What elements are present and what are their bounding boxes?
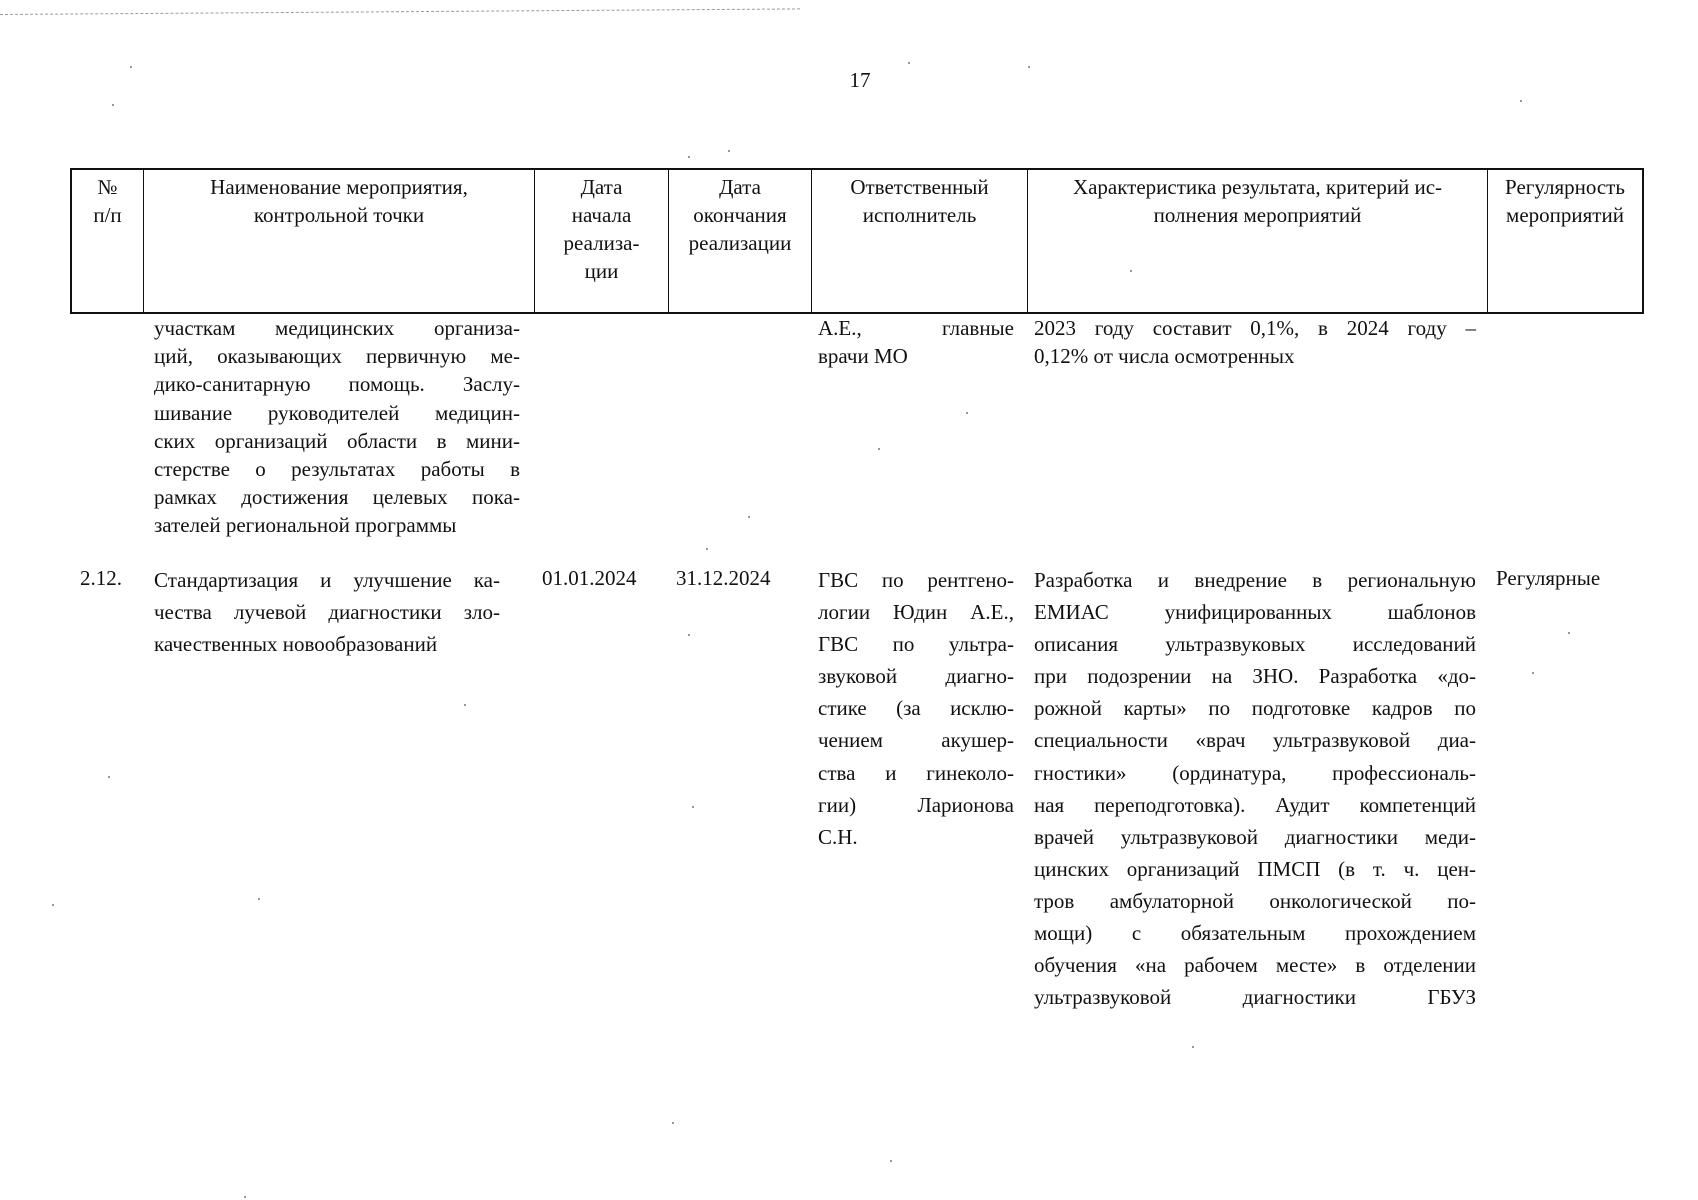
header-regularity: Регулярность мероприятий	[1505, 175, 1625, 227]
header-activity-name: Наименование мероприятия, контрольной точки	[144, 170, 535, 312]
scan-speck	[748, 516, 750, 518]
row-number: 2.12.	[80, 566, 122, 590]
scan-speck	[890, 1160, 892, 1162]
continuation-responsible	[818, 314, 1014, 370]
text-line: чества лучевой диагностики зло-	[154, 600, 500, 624]
scan-speck	[1028, 66, 1030, 68]
text-line: дико-санитарную помощь. Заслу-	[154, 372, 520, 397]
text-line: ства и гинеколо-	[818, 760, 1014, 785]
text-line: ГВС по рентгено-	[818, 568, 1014, 592]
scan-speck	[1192, 1046, 1194, 1048]
scan-speck	[1520, 100, 1522, 102]
continuation-result	[1034, 314, 1476, 370]
text-line: 0,12% от числа осмотренных	[1034, 344, 1295, 369]
scan-speck	[966, 412, 968, 414]
scan-speck	[1532, 672, 1534, 674]
text-line: 2023 году составит 0,1%, в 2024 году –	[1034, 316, 1476, 340]
text-line: стике (за исклю-	[818, 696, 1014, 721]
text-line: описания ультразвуковых исследований	[1034, 632, 1476, 657]
row-result	[1034, 564, 1476, 1013]
text-line: врачей ультразвуковой диагностики меди-	[1034, 824, 1476, 849]
text-line: участкам медицинских организа-	[154, 316, 520, 340]
page-number: 17	[849, 68, 871, 92]
text-line: звуковой диагно-	[818, 664, 1014, 689]
text-line: ских организаций области в мини-	[154, 428, 520, 453]
text-line: ГВС по ультра-	[818, 632, 1014, 657]
scan-speck	[706, 548, 708, 550]
text-line: логии Юдин А.Е.,	[818, 600, 1014, 625]
text-line: ЕМИАС унифицированных шаблонов	[1034, 600, 1476, 625]
text-line: цинских организаций ПМСП (в т. ч. цен-	[1034, 856, 1476, 881]
text-line: стерстве о результатах работы в	[154, 457, 520, 482]
text-line: гии) Ларионова	[818, 792, 1014, 817]
scan-speck	[692, 806, 694, 808]
scan-speck	[728, 150, 730, 152]
text-line: при подозрении на ЗНО. Разработка «до-	[1034, 664, 1476, 689]
text-line: ций, оказывающих первичную ме-	[154, 344, 520, 369]
scan-speck	[244, 1196, 246, 1198]
continuation-activity-name	[154, 314, 520, 540]
scan-speck	[108, 776, 110, 778]
text-line: тров амбулаторной онкологической по-	[1034, 888, 1476, 913]
scan-speck	[112, 104, 114, 106]
row-start-date: 01.01.2024	[542, 566, 637, 590]
text-line: Стандартизация и улучшение ка-	[154, 568, 500, 592]
scan-speck	[52, 904, 54, 906]
text-line: обучения «на рабочем месте» в отделении	[1034, 953, 1476, 978]
header-start-date: Дата начала реализа- ции	[535, 170, 669, 312]
scan-speck	[672, 1122, 674, 1124]
text-line: А.Е., главные	[818, 316, 1014, 340]
header-number: № п/п	[72, 170, 144, 312]
header-responsible: Ответственный исполнитель	[812, 170, 1028, 312]
scan-speck	[1568, 632, 1570, 634]
scan-speck	[688, 634, 690, 636]
text-line: мощи) с обязательным прохождением	[1034, 921, 1476, 946]
header-result: Характеристика результата, критерий ис- полнения мероприятий	[1028, 170, 1488, 312]
row-regularity: Регулярные	[1496, 566, 1601, 590]
text-line: С.Н.	[818, 824, 858, 849]
text-line: шивание руководителей медицин-	[154, 400, 520, 425]
scan-edge-line	[0, 8, 800, 15]
text-line: Разработка и внедрение в региональную	[1034, 568, 1476, 592]
text-line: чением акушер-	[818, 728, 1014, 753]
scan-speck	[688, 156, 690, 158]
text-line: ная переподготовка). Аудит компетенций	[1034, 792, 1476, 817]
scan-speck	[258, 898, 260, 900]
row-end-date: 31.12.2024	[676, 566, 771, 590]
text-line: зателей региональной программы	[154, 513, 457, 538]
text-line: врачи МО	[818, 344, 908, 369]
text-line: ультразвуковой диагностики ГБУЗ	[1034, 985, 1476, 1010]
row-activity-name	[154, 564, 500, 660]
scan-speck	[130, 66, 132, 68]
text-line: специальности «врач ультразвуковой диа-	[1034, 728, 1476, 753]
text-line: качественных новообразований	[154, 632, 438, 656]
table-header	[70, 168, 1644, 314]
scan-speck	[908, 62, 910, 64]
header-end-date: Дата окончания реализации	[669, 170, 812, 312]
row-responsible	[818, 564, 1014, 853]
text-line: рожной карты» по подготовке кадров по	[1034, 696, 1476, 721]
scan-speck	[878, 448, 880, 450]
text-line: рамках достижения целевых пока-	[154, 485, 520, 510]
text-line: гностики» (ординатура, профессиональ-	[1034, 760, 1476, 785]
scan-speck	[464, 704, 466, 706]
